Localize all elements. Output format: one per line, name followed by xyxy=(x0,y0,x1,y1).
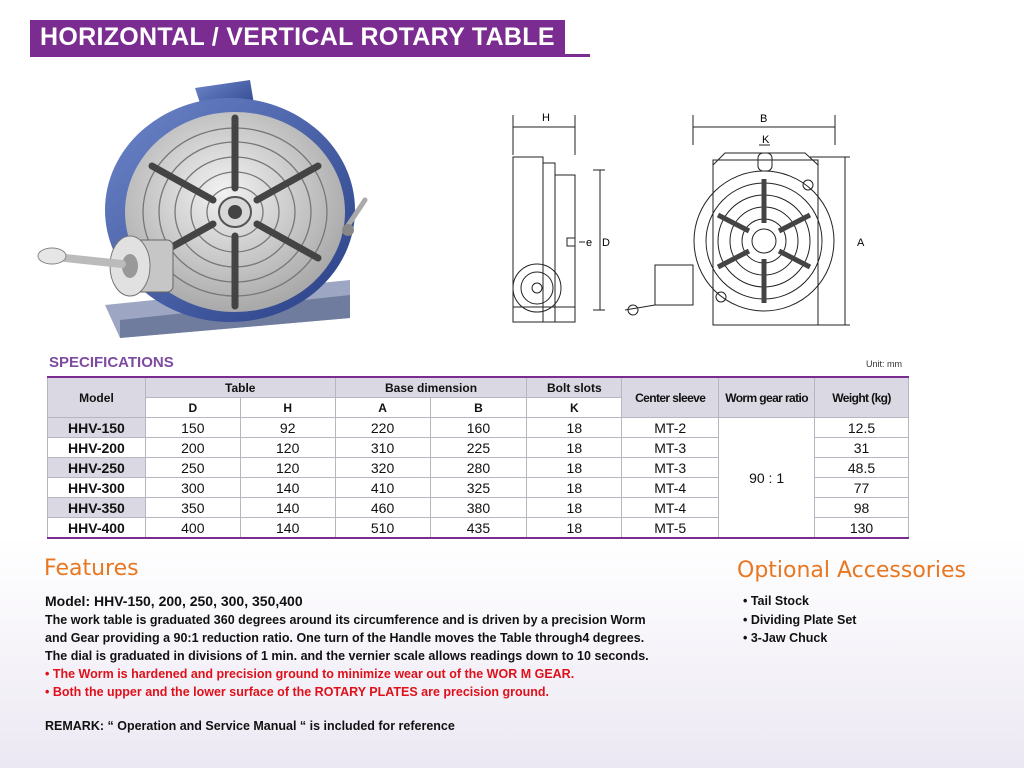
cell-k: 18 xyxy=(527,498,622,518)
list-item: • Tail Stock xyxy=(743,594,809,608)
cell-model: HHV-200 xyxy=(48,438,146,458)
list-item: • Dividing Plate Set xyxy=(743,612,857,627)
cell-weight: 48.5 xyxy=(815,458,909,478)
cell-b: 435 xyxy=(430,518,527,539)
cell-d: 400 xyxy=(145,518,240,539)
feature-line: and Gear providing a 90:1 reduction ratio. One turn of the Handle moves the Table through4 degrees. xyxy=(45,631,645,645)
cell-a: 310 xyxy=(335,438,430,458)
rotary-table-photo xyxy=(30,70,370,350)
col-model: Model xyxy=(48,377,146,418)
col-weight: Weight (kg) xyxy=(815,377,909,418)
cell-weight: 98 xyxy=(815,498,909,518)
page-title: HORIZONTAL / VERTICAL ROTARY TABLE xyxy=(30,20,565,54)
cell-model: HHV-150 xyxy=(48,418,146,438)
cell-b: 225 xyxy=(430,438,527,458)
cell-d: 250 xyxy=(145,458,240,478)
cell-model: HHV-300 xyxy=(48,478,146,498)
cell-k: 18 xyxy=(527,438,622,458)
features-model-line: Model: HHV-150, 200, 250, 300, 350,400 xyxy=(45,593,303,609)
cell-d: 200 xyxy=(145,438,240,458)
optional-accessories-list xyxy=(743,592,856,648)
cell-weight: 130 xyxy=(815,518,909,539)
cell-a: 510 xyxy=(335,518,430,539)
cell-a: 460 xyxy=(335,498,430,518)
cell-b: 380 xyxy=(430,498,527,518)
cell-b: 325 xyxy=(430,478,527,498)
dim-label-d: D xyxy=(602,237,610,249)
optional-accessories-heading: Optional Accessories xyxy=(737,558,966,583)
cell-model: HHV-350 xyxy=(48,498,146,518)
cell-weight: 12.5 xyxy=(815,418,909,438)
col-a: A xyxy=(335,398,430,418)
dim-label-h: H xyxy=(542,112,550,124)
cell-k: 18 xyxy=(527,478,622,498)
cell-k: 18 xyxy=(527,518,622,539)
col-bolt: Bolt slots xyxy=(527,377,622,398)
specifications-table xyxy=(47,376,909,539)
feature-red-line: • The Worm is hardened and precision ground to minimize wear out of the WOR M GEAR. xyxy=(45,667,575,681)
dimension-drawing xyxy=(505,105,905,340)
cell-center: MT-5 xyxy=(622,518,719,539)
feature-line: The work table is graduated 360 degrees around its circumference and is driven by a precision Worm xyxy=(45,613,646,627)
cell-d: 150 xyxy=(145,418,240,438)
features-heading: Features xyxy=(44,556,139,581)
cell-h: 120 xyxy=(240,438,335,458)
cell-h: 92 xyxy=(240,418,335,438)
col-k: K xyxy=(527,398,622,418)
col-d: D xyxy=(145,398,240,418)
cell-a: 220 xyxy=(335,418,430,438)
cell-center: MT-2 xyxy=(622,418,719,438)
cell-b: 160 xyxy=(430,418,527,438)
cell-worm-ratio: 90 : 1 xyxy=(719,418,815,539)
cell-d: 350 xyxy=(145,498,240,518)
cell-weight: 77 xyxy=(815,478,909,498)
table-row xyxy=(48,418,909,438)
cell-h: 140 xyxy=(240,498,335,518)
col-b: B xyxy=(430,398,527,418)
cell-a: 410 xyxy=(335,478,430,498)
specifications-heading: SPECIFICATIONS xyxy=(49,354,174,371)
cell-h: 140 xyxy=(240,518,335,539)
dim-label-a: A xyxy=(857,237,865,249)
feature-line: The dial is graduated in divisions of 1 min. and the vernier scale allows readings down to 10 seconds. xyxy=(45,649,649,663)
col-center: Center sleeve xyxy=(622,377,719,418)
cell-model: HHV-250 xyxy=(48,458,146,478)
col-base: Base dimension xyxy=(335,377,527,398)
dim-label-e: e xyxy=(586,237,593,249)
cell-d: 300 xyxy=(145,478,240,498)
remark-note: REMARK: “ Operation and Service Manual “ is included for reference xyxy=(45,719,455,733)
cell-h: 120 xyxy=(240,458,335,478)
cell-h: 140 xyxy=(240,478,335,498)
dim-label-k: K xyxy=(762,134,770,146)
unit-note: Unit: mm xyxy=(866,359,902,369)
title-underline xyxy=(30,54,590,57)
cell-k: 18 xyxy=(527,458,622,478)
list-item: • 3-Jaw Chuck xyxy=(743,631,828,645)
col-h: H xyxy=(240,398,335,418)
dim-label-b: B xyxy=(760,113,768,125)
cell-a: 320 xyxy=(335,458,430,478)
cell-model: HHV-400 xyxy=(48,518,146,539)
cell-weight: 31 xyxy=(815,438,909,458)
col-worm: Worm gear ratio xyxy=(719,377,815,418)
feature-red-line: • Both the upper and the lower surface of the ROTARY PLATES are precision ground. xyxy=(45,685,549,699)
col-table: Table xyxy=(145,377,335,398)
cell-center: MT-3 xyxy=(622,458,719,478)
cell-b: 280 xyxy=(430,458,527,478)
cell-center: MT-4 xyxy=(622,478,719,498)
cell-center: MT-3 xyxy=(622,438,719,458)
features-description xyxy=(45,611,735,701)
cell-k: 18 xyxy=(527,418,622,438)
cell-center: MT-4 xyxy=(622,498,719,518)
